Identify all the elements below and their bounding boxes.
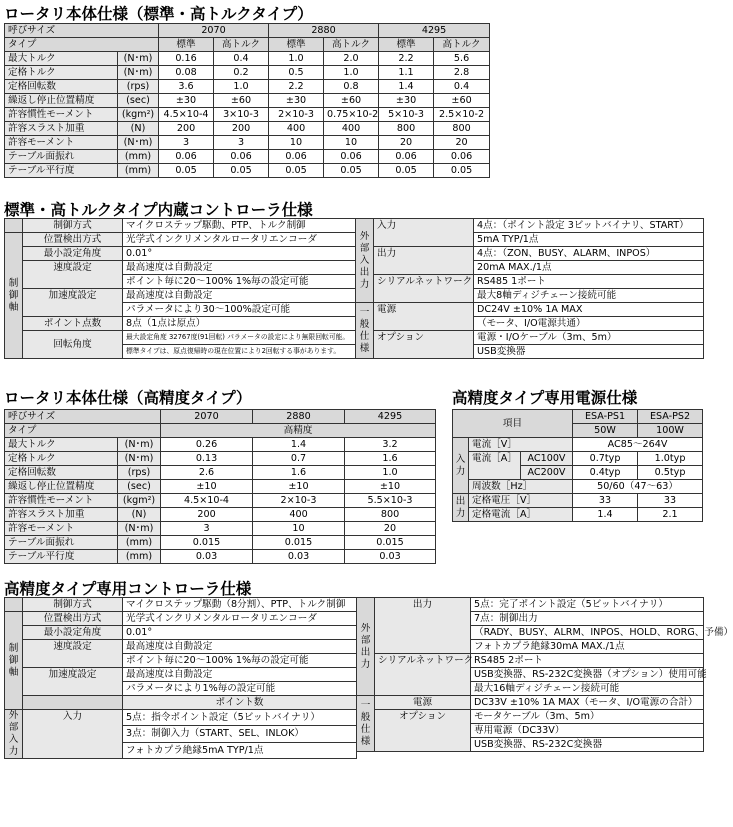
row-label: テーブル平行度 (5, 550, 118, 564)
spacer-cell (5, 598, 23, 612)
value-cell: 3 (159, 136, 214, 150)
spec-row (5, 550, 436, 564)
spec-label: 電源 (375, 696, 471, 710)
spec-value: 最大8軸ディジチェーン接続可能 (474, 289, 704, 303)
value-cell: ±10 (161, 480, 253, 494)
size-label: 呼びサイズ (5, 410, 161, 424)
spec-label: オプション (375, 710, 471, 752)
size-cell: 2070 (159, 24, 269, 38)
value-cell: 1.0 (214, 80, 269, 94)
spec-value: 4点：（ポイント設定 3ビットバイナリ、START） (474, 219, 704, 233)
spec-label: 定格電圧［V］ (469, 494, 573, 508)
type-cell: 高トルク (324, 38, 379, 52)
group-label: 外部入出力 (356, 219, 374, 303)
group-label: 制御軸 (5, 612, 23, 710)
value-cell: 3 (214, 136, 269, 150)
spec-value: 最高速度は自動設定 (123, 640, 357, 654)
value-cell: 0.13 (161, 452, 253, 466)
spec-value: 専用電源（DC33V） (471, 724, 704, 738)
spec-label: オプション (374, 331, 474, 359)
value-cell: 0.015 (345, 536, 436, 550)
value-cell: 0.03 (345, 550, 436, 564)
type-cell: 高トルク (434, 38, 490, 52)
spec-row (5, 508, 436, 522)
spec-label: ポイント数 (123, 696, 357, 710)
spec-value: 20mA MAX./1点 (474, 261, 704, 275)
spec-value: マイクロステップ駆動（8分割）、PTP、トルク制御 (123, 598, 357, 612)
type-cell: 高トルク (214, 38, 269, 52)
type-row (5, 38, 490, 52)
value-cell: 0.03 (253, 550, 345, 564)
spec-value: USB変換器、RS-232C変換器 (471, 738, 704, 752)
spec-value: 光学式インクリメンタルロータリエンコーダ (123, 612, 357, 626)
value-cell: 0.05 (434, 164, 490, 178)
value-cell: 20 (345, 522, 436, 536)
value-cell: 1.6 (253, 466, 345, 480)
spec-value: モータケーブル（3m、5m） (471, 710, 704, 724)
type-label: タイプ (5, 424, 161, 438)
value-cell: 1.4 (253, 438, 345, 452)
spec-value: 最高速度は自動設定 (123, 261, 377, 275)
row-unit: (N) (118, 122, 159, 136)
rotary-std-table (4, 23, 490, 178)
value-cell: 0.2 (214, 66, 269, 80)
row-label: 定格トルク (5, 452, 118, 466)
spec-value: 8点（1点は原点） (123, 317, 377, 331)
spec-value: 最高速度は自動設定 (123, 668, 357, 682)
value-cell: 1.0 (345, 466, 436, 480)
spec-value: 3点：制御入力（START、SEL、INLOK） (123, 726, 357, 742)
spec-value: DC24V ±10% 1A MAX (474, 303, 704, 317)
spec-value: （RADY、BUSY、ALRM、INPOS、HOLD、RORG、予備） (471, 626, 704, 640)
value-cell: 0.015 (253, 536, 345, 550)
spec-label: 加速度設定 (23, 668, 123, 696)
value-cell: 800 (434, 122, 490, 136)
value-cell: 800 (379, 122, 434, 136)
value-cell: 0.16 (159, 52, 214, 66)
group-label: 出力 (453, 494, 469, 522)
spec-value: 電源・I/Oケーブル（3m、5m） (474, 331, 704, 345)
row-unit: (N･m) (118, 438, 161, 452)
row-unit: (mm) (118, 164, 159, 178)
spec-label: AC100V (521, 452, 573, 466)
spec-value: RS485 1ポート (474, 275, 704, 289)
spec-row (5, 108, 490, 122)
group-label: 制御軸 (5, 233, 23, 359)
value-cell: ±60 (324, 94, 379, 108)
value-cell: 4.5×10-4 (159, 108, 214, 122)
row-label: 繰返し停止位置精度 (5, 480, 118, 494)
spec-row (5, 136, 490, 150)
value-cell: 2×10-3 (269, 108, 324, 122)
value-cell: 3.2 (345, 438, 436, 452)
row-unit: (kgm²) (118, 108, 159, 122)
value-cell: 200 (159, 122, 214, 136)
value-cell: 800 (345, 508, 436, 522)
spec-value: 0.01° (123, 626, 357, 640)
row-label: 許容モーメント (5, 136, 118, 150)
value-cell: 0.75×10-2 (324, 108, 379, 122)
spec-label: 制御方式 (23, 598, 123, 612)
row-unit: (N･m) (118, 52, 159, 66)
value-cell: 0.06 (159, 150, 214, 164)
spec-value: 最高速度は自動設定 (123, 289, 377, 303)
spec-label: AC200V (521, 466, 573, 480)
spec-value: フォトカプラ絶縁5mA TYP/1点 (123, 742, 357, 758)
group-label: 入力 (453, 438, 469, 494)
value-cell: 5.5×10-3 (345, 494, 436, 508)
spec-value: フォトカプラ絶縁30mA MAX./1点 (471, 640, 704, 654)
spec-value: DC33V ±10% 1A MAX（モータ、I/O電源の合計） (471, 696, 704, 710)
spec-row (5, 452, 436, 466)
value-cell: 0.4 (214, 52, 269, 66)
value-cell: 5.6 (434, 52, 490, 66)
type-cell: 標準 (379, 38, 434, 52)
row-unit: (mm) (118, 550, 161, 564)
group-label: 外部出力 (357, 598, 375, 696)
rotary-hp-title: ロータリ本体仕様（高精度タイプ） (4, 389, 252, 407)
spec-value: 0.5typ (638, 466, 703, 480)
spec-row (5, 122, 490, 136)
value-cell: ±30 (379, 94, 434, 108)
value-cell: 2×10-3 (253, 494, 345, 508)
spec-value: （モータ、I/O電源共通） (474, 317, 704, 331)
spec-row (5, 164, 490, 178)
row-label: 最大トルク (5, 438, 118, 452)
ctrl-std-title: 標準・高トルクタイプ内蔵コントローラ仕様 (4, 201, 313, 219)
row-unit: (mm) (118, 536, 161, 550)
spec-row (5, 494, 436, 508)
value-cell: 10 (269, 136, 324, 150)
spec-note: 最大設定角度 32767度(91回転) パラメータの設定により無限回転可能。 (123, 331, 377, 345)
size-cell: 4295 (379, 24, 490, 38)
spec-value: 0.01° (123, 247, 377, 261)
value-cell: 0.4 (434, 80, 490, 94)
spec-value: 最大16軸ディジチェーン接続可能 (471, 682, 704, 696)
spec-value: ポイント毎に20～100% 1%毎の設定可能 (123, 275, 377, 289)
spec-value: 0.7typ (573, 452, 638, 466)
item-label: 項目 (453, 410, 573, 438)
spec-value: 5mA TYP/1点 (474, 233, 704, 247)
value-cell: 3.6 (159, 80, 214, 94)
spec-value: 50/60（47～63） (573, 480, 703, 494)
value-cell: 400 (253, 508, 345, 522)
ctrl-hp-left-table (4, 597, 357, 759)
row-label: 許容スラスト加重 (5, 122, 118, 136)
spec-label: 加速度設定 (23, 289, 123, 317)
ctrl-hp-title: 高精度タイプ専用コントローラ仕様 (4, 580, 252, 598)
row-label: テーブル平行度 (5, 164, 118, 178)
spec-row (5, 52, 490, 66)
spec-row (5, 438, 436, 452)
row-unit: (kgm²) (118, 494, 161, 508)
spec-label: 出力 (374, 247, 474, 275)
row-label: 最大トルク (5, 52, 118, 66)
spec-value: 5点：指令ポイント設定（5ビットバイナリ） (123, 710, 357, 726)
value-cell: ±30 (159, 94, 214, 108)
value-cell: 1.6 (345, 452, 436, 466)
value-cell: 0.05 (379, 164, 434, 178)
spec-label: 最小設定角度 (23, 247, 123, 261)
type-cell: 標準 (269, 38, 324, 52)
spec-label: 位置検出方式 (23, 233, 123, 247)
spec-row (5, 536, 436, 550)
spec-row (5, 80, 490, 94)
size-cell: 4295 (345, 410, 436, 424)
spec-label: 制御方式 (23, 219, 123, 233)
spec-value: 7点：制御出力 (471, 612, 704, 626)
row-unit: (rps) (118, 80, 159, 94)
rotary-std-title: ロータリ本体仕様（標準・高トルクタイプ） (4, 5, 313, 23)
size-row (5, 410, 436, 424)
value-cell: 0.015 (161, 536, 253, 550)
row-label: 許容スラスト加重 (5, 508, 118, 522)
value-cell: 1.1 (379, 66, 434, 80)
spec-value: 5点：完了ポイント設定（5ビットバイナリ） (471, 598, 704, 612)
row-label: 許容慣性モーメント (5, 494, 118, 508)
value-cell: 0.8 (324, 80, 379, 94)
value-cell: 3 (161, 522, 253, 536)
spec-label: 定格電流［A］ (469, 508, 573, 522)
value-cell: 0.06 (379, 150, 434, 164)
spec-label: シリアルネットワーク (375, 654, 471, 696)
spec-value: USB変換器、RS-232C変換器（オプション）使用可能 (471, 668, 704, 682)
row-unit: (mm) (118, 150, 159, 164)
spec-value: 1.4 (573, 508, 638, 522)
value-cell: ±60 (214, 94, 269, 108)
value-cell: ±30 (269, 94, 324, 108)
value-cell: 0.7 (253, 452, 345, 466)
value-cell: 20 (434, 136, 490, 150)
type-label: タイプ (5, 38, 159, 52)
row-unit: (N･m) (118, 136, 159, 150)
rotary-hp-table (4, 409, 436, 564)
spec-value: 2.1 (638, 508, 703, 522)
row-unit: (N･m) (118, 522, 161, 536)
value-cell: 10 (324, 136, 379, 150)
value-cell: 20 (379, 136, 434, 150)
row-label: テーブル面振れ (5, 536, 118, 550)
spec-value: AC85～264V (573, 438, 703, 452)
size-cell: 2880 (269, 24, 379, 38)
value-cell: 0.5 (269, 66, 324, 80)
value-cell: 0.05 (214, 164, 269, 178)
spec-label: ポイント点数 (23, 317, 123, 331)
power-title: 高精度タイプ専用電源仕様 (452, 389, 638, 407)
spec-label: 入力 (23, 710, 123, 759)
value-cell: 2.2 (379, 52, 434, 66)
spec-label: 最小設定角度 (23, 626, 123, 640)
row-unit: (N･m) (118, 66, 159, 80)
type-cell: 高精度 (161, 424, 436, 438)
size-cell: 2880 (253, 410, 345, 424)
row-label: 繰返し停止位置精度 (5, 94, 118, 108)
value-cell: 200 (214, 122, 269, 136)
spec-row (5, 480, 436, 494)
row-label: 定格回転数 (5, 466, 118, 480)
spec-value: 光学式インクリメンタルロータリエンコーダ (123, 233, 377, 247)
value-cell: 10 (253, 522, 345, 536)
row-label: 許容慣性モーメント (5, 108, 118, 122)
value-cell: 0.05 (159, 164, 214, 178)
group-label: 一般仕様 (356, 303, 374, 359)
spec-value: パラメータにより30～100%設定可能 (123, 303, 377, 317)
value-cell: 0.05 (324, 164, 379, 178)
value-cell: 1.0 (269, 52, 324, 66)
value-cell: 2.8 (434, 66, 490, 80)
watt-cell: 100W (638, 424, 703, 438)
value-cell: 2.2 (269, 80, 324, 94)
value-cell: 4.5×10-4 (161, 494, 253, 508)
value-cell: 2.6 (161, 466, 253, 480)
row-label: テーブル面振れ (5, 150, 118, 164)
spec-label: 電流［V］ (469, 438, 573, 452)
ctrl-std-left-table (4, 218, 377, 359)
spec-label: 入力 (374, 219, 474, 247)
value-cell: 200 (161, 508, 253, 522)
spec-label: 位置検出方式 (23, 612, 123, 626)
spec-value: RS485 2ポート (471, 654, 704, 668)
value-cell: 2.5×10-2 (434, 108, 490, 122)
row-label: 定格回転数 (5, 80, 118, 94)
row-unit: (sec) (118, 480, 161, 494)
value-cell: ±10 (345, 480, 436, 494)
spec-row (5, 150, 490, 164)
spec-value: USB変換器 (474, 345, 704, 359)
type-cell: 標準 (159, 38, 214, 52)
type-row (5, 424, 436, 438)
value-cell: ±10 (253, 480, 345, 494)
spec-label: 周波数［Hz］ (469, 480, 573, 494)
spec-value: 0.4typ (573, 466, 638, 480)
spec-label: 回転角度 (23, 331, 123, 359)
spacer-cell (23, 696, 123, 710)
spec-label: シリアルネットワーク (374, 275, 474, 303)
value-cell: 400 (269, 122, 324, 136)
spec-value: 33 (638, 494, 703, 508)
spec-value: 1.0typ (638, 452, 703, 466)
group-label: 一般仕様 (357, 696, 375, 752)
model-cell: ESA-PS2 (638, 410, 703, 424)
value-cell: 400 (324, 122, 379, 136)
value-cell: 2.0 (324, 52, 379, 66)
value-cell: 0.08 (159, 66, 214, 80)
size-label: 呼びサイズ (5, 24, 159, 38)
watt-cell: 50W (573, 424, 638, 438)
spec-label: 電源 (374, 303, 474, 331)
value-cell: 1.4 (379, 80, 434, 94)
row-label: 定格トルク (5, 66, 118, 80)
row-unit: (sec) (118, 94, 159, 108)
value-cell: 5×10-3 (379, 108, 434, 122)
row-unit: (N･m) (118, 452, 161, 466)
value-cell: ±60 (434, 94, 490, 108)
spec-value: パラメータにより1%毎の設定可能 (123, 682, 357, 696)
ctrl-std-right-table (355, 218, 704, 359)
value-cell: 1.0 (324, 66, 379, 80)
value-cell: 0.05 (269, 164, 324, 178)
spec-value: 4点：（ZON、BUSY、ALARM、INPOS） (474, 247, 704, 261)
power-table (452, 409, 703, 522)
value-cell: 0.06 (269, 150, 324, 164)
value-cell: 0.06 (324, 150, 379, 164)
value-cell: 0.06 (434, 150, 490, 164)
ctrl-hp-right-table (356, 597, 733, 752)
row-unit: (N) (118, 508, 161, 522)
spec-label: 速度設定 (23, 261, 123, 289)
group-label: 外部入力 (5, 710, 23, 759)
size-cell: 2070 (161, 410, 253, 424)
spec-value: 33 (573, 494, 638, 508)
row-label: 許容モーメント (5, 522, 118, 536)
spec-value: マイクロステップ駆動、PTP、トルク制御 (123, 219, 377, 233)
value-cell: 0.03 (161, 550, 253, 564)
value-cell: 0.06 (214, 150, 269, 164)
model-cell: ESA-PS1 (573, 410, 638, 424)
spec-label: 速度設定 (23, 640, 123, 668)
spec-row (5, 66, 490, 80)
spec-row (5, 466, 436, 480)
spec-label: 電流［A］ (469, 452, 521, 480)
value-cell: 3×10-3 (214, 108, 269, 122)
spacer-cell (5, 219, 23, 233)
spec-row (5, 522, 436, 536)
size-row (5, 24, 490, 38)
spec-value: ポイント毎に20～100% 1%毎の設定可能 (123, 654, 357, 668)
spec-label: 出力 (375, 598, 471, 654)
value-cell: 0.26 (161, 438, 253, 452)
spec-note: 標準タイプは、原点復帰時の現在位置により2回転する事があります。 (123, 345, 377, 359)
row-unit: (rps) (118, 466, 161, 480)
spec-row (5, 94, 490, 108)
